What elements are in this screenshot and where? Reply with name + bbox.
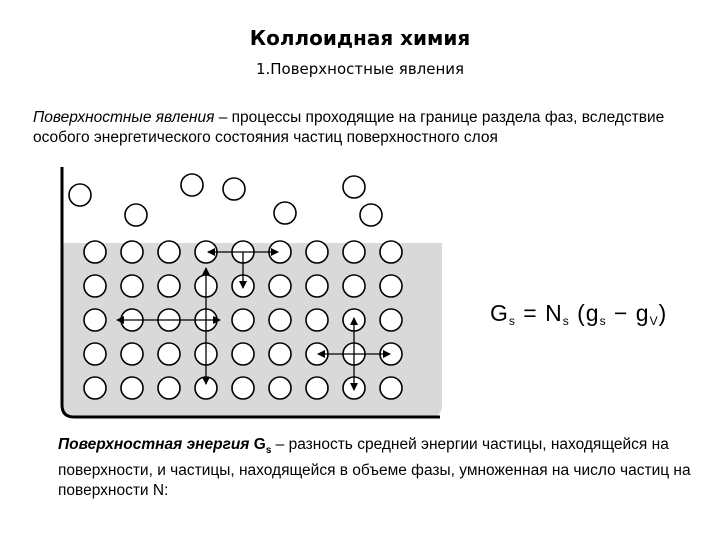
bulk-particle <box>84 275 106 297</box>
bulk-particle <box>269 343 291 365</box>
bulk-particle <box>232 343 254 365</box>
surface-energy-text: – разность средней энергии частицы, находящейся на поверхности, и частицы, находящейся в объеме фазы, умноженная на число частиц на поверхности N: <box>58 436 691 500</box>
definition-paragraph <box>33 108 703 148</box>
bulk-particle <box>269 377 291 399</box>
definition-term: Поверхностные явления <box>33 109 215 126</box>
bulk-particle <box>380 309 402 331</box>
bulk-particle <box>306 275 328 297</box>
surface-energy-term: Поверхностная энергия <box>58 436 250 453</box>
bulk-particle <box>232 377 254 399</box>
surface-energy-formula <box>490 300 667 328</box>
slide-title: Коллоидная химия <box>249 26 471 50</box>
definition-text: – процессы проходящие на границе раздела фаз, вследствие особого энергетического состояния частиц поверхностного слоя <box>33 109 665 146</box>
bulk-particle <box>306 309 328 331</box>
formula-close: ) <box>658 300 668 326</box>
particle-diagram <box>52 165 442 427</box>
surface-particle <box>380 241 402 263</box>
surface-particle <box>158 241 180 263</box>
surface-particle <box>306 241 328 263</box>
formula-equals: = <box>515 300 546 326</box>
surface-energy-paragraph <box>58 435 698 501</box>
formula-lhs-sub: s <box>508 314 516 328</box>
bulk-particle <box>121 275 143 297</box>
surface-energy-symbol: $G_s$ <box>253 436 272 457</box>
bulk-particle <box>158 275 180 297</box>
bulk-particle <box>121 343 143 365</box>
slide-subtitle: 1.Поверхностные явления <box>255 60 465 78</box>
gas-particle <box>69 184 91 206</box>
bulk-particle <box>121 377 143 399</box>
gas-particle <box>125 204 147 226</box>
bulk-particle <box>380 377 402 399</box>
surface-particle <box>343 241 365 263</box>
bulk-particle <box>380 275 402 297</box>
formula-n-sub: s <box>562 314 570 328</box>
gas-particle <box>343 176 365 198</box>
gas-particle <box>360 204 382 226</box>
surface-particle <box>84 241 106 263</box>
gas-particle <box>181 174 203 196</box>
bulk-particle <box>269 309 291 331</box>
bulk-particle <box>84 377 106 399</box>
gas-particle <box>274 202 296 224</box>
formula-open: (g <box>569 300 600 326</box>
bulk-particle <box>269 275 291 297</box>
surface-particle <box>121 241 143 263</box>
formula-lhs: G <box>490 300 509 326</box>
bulk-particle <box>158 343 180 365</box>
bulk-particle <box>84 309 106 331</box>
bulk-particle <box>306 377 328 399</box>
bulk-particle <box>84 343 106 365</box>
formula-minus: − g <box>606 300 650 326</box>
bulk-particle <box>158 377 180 399</box>
bulk-particle <box>232 309 254 331</box>
gas-particle <box>223 178 245 200</box>
formula-g-sub: s <box>599 314 607 328</box>
formula-n: N <box>545 300 563 326</box>
formula-v-sub: V <box>649 314 659 328</box>
bulk-particle <box>343 275 365 297</box>
